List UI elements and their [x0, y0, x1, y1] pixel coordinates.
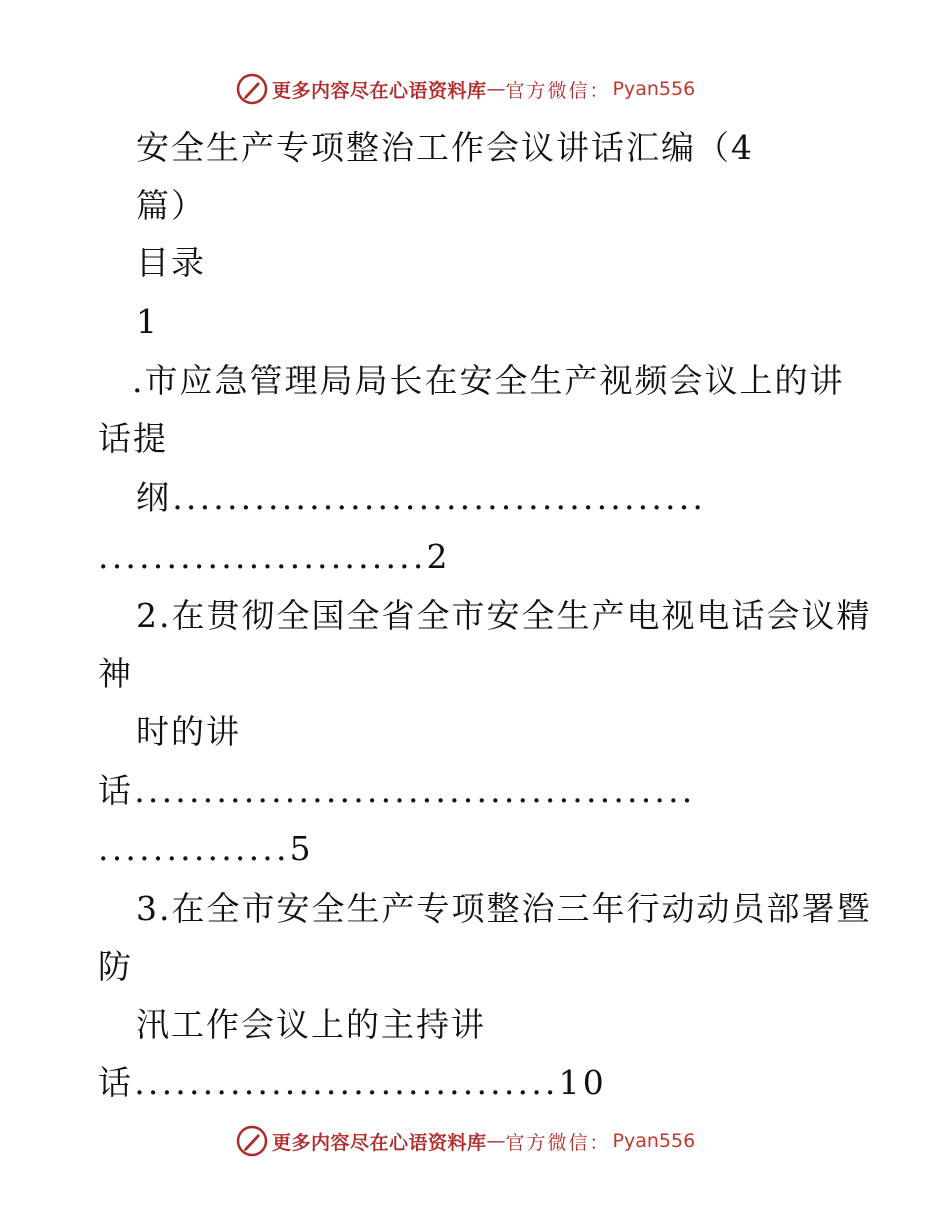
watermark-official-label: 官方微信：	[505, 79, 611, 102]
quill-logo-icon	[236, 1125, 268, 1157]
toc-entry-3-line3: 汛工作会议上的主持讲	[136, 1005, 486, 1044]
watermark-promo: 更多内容尽在心语资料库	[272, 79, 487, 102]
watermark-header	[236, 72, 695, 106]
toc-entry-3-line4: 话...............................10	[98, 1063, 607, 1102]
watermark-footer	[236, 1124, 695, 1158]
toc-entry-3-line2: 防	[98, 947, 133, 986]
toc-entry-1-number: 1	[136, 302, 159, 341]
toc-entry-2-line4: 话.........................................	[98, 771, 696, 810]
watermark-dash: —	[486, 1130, 506, 1152]
quill-logo-icon	[236, 73, 268, 105]
watermark-wechat-id: Pyan556	[612, 78, 696, 100]
toc-heading: 目录	[136, 243, 206, 282]
toc-entry-2-line1: 2.在贯彻全国全省全市安全生产电视电话会议精	[136, 596, 872, 635]
toc-entry-1-line3: 纲.......................................	[136, 478, 707, 517]
toc-entry-2-line3: 时的讲	[136, 712, 241, 751]
watermark-promo: 更多内容尽在心语资料库	[272, 1131, 487, 1154]
toc-entry-1-line4: ........................2	[98, 537, 451, 576]
watermark-official-label: 官方微信：	[505, 1131, 611, 1154]
watermark-wechat-id: Pyan556	[612, 1130, 696, 1152]
toc-entry-3-line1: 3.在全市安全生产专项整治三年行动动员部署暨	[136, 889, 872, 928]
toc-entry-2-line5: ..............5	[98, 829, 314, 868]
toc-entry-1-line1: .市应急管理局局长在安全生产视频会议上的讲	[132, 361, 845, 400]
toc-entry-2-line2: 神	[98, 654, 133, 693]
document-title-line2: 篇）	[136, 186, 206, 225]
toc-entry-1-line2: 话提	[98, 419, 168, 458]
document-title-line1: 安全生产专项整治工作会议讲话汇编（4	[136, 128, 754, 167]
watermark-dash: —	[486, 78, 506, 100]
